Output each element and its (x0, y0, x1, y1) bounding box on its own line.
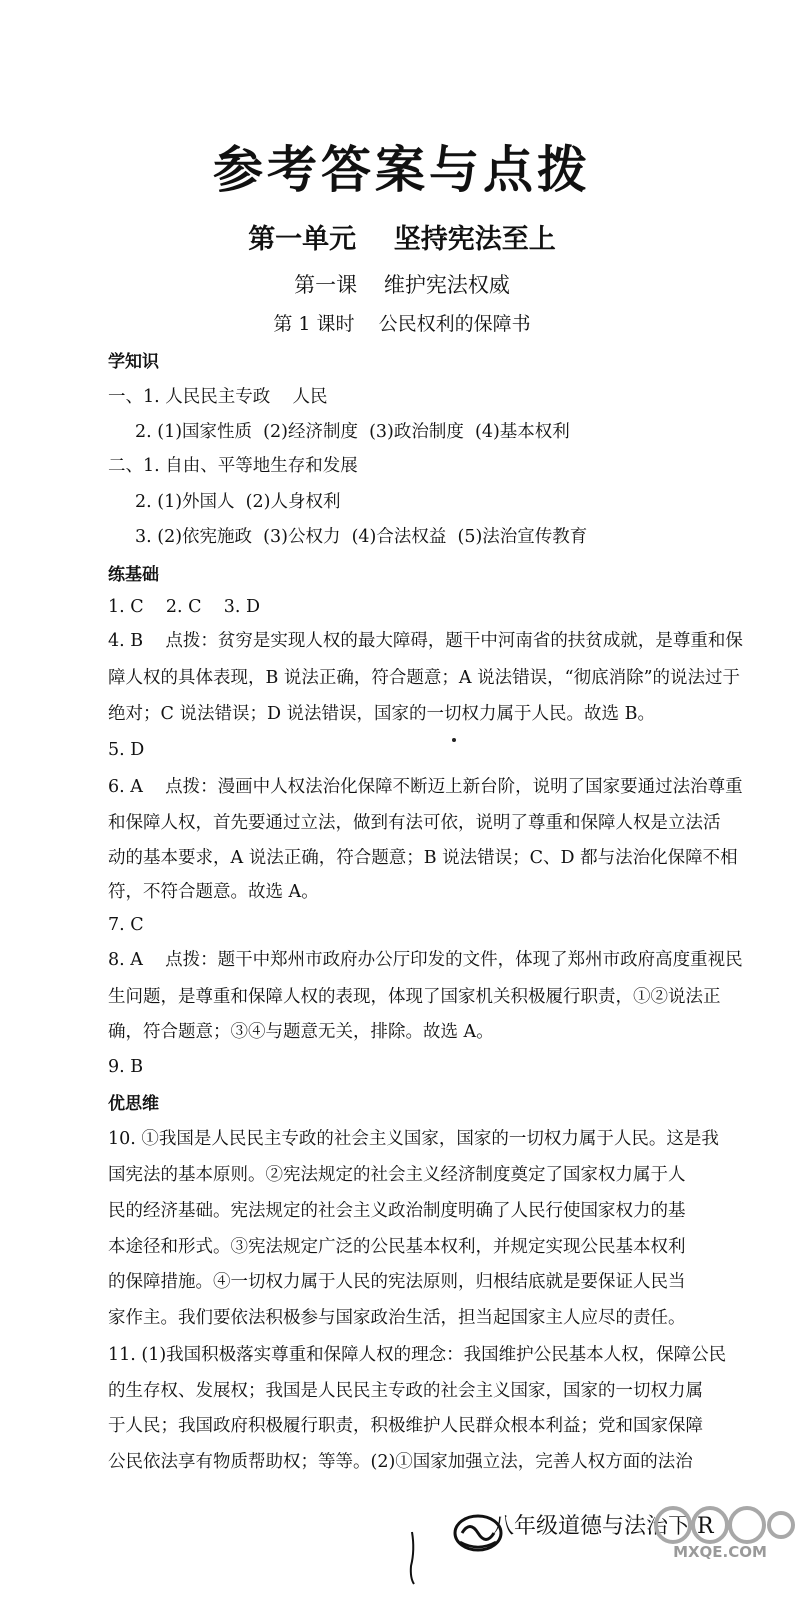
answer-line: 和保障人权，首先要通过立法，做到有法可依，说明了尊重和保障人权是立法活 (108, 813, 721, 833)
answer-line: 9. B (108, 1057, 144, 1077)
answer-line: 11. (1)我国积极落实尊重和保障人权的理念：我国维护公民基本人权，保障公民 (108, 1345, 727, 1365)
page-title: 参考答案与点拨 (213, 140, 591, 199)
answer-line: 障人权的具体表现，B 说法正确，符合题意；A 说法错误，“彻底消除”的说法过于 (108, 668, 741, 688)
lesson-heading: 第一课 维护宪法权威 (294, 273, 510, 297)
ink-dot (452, 738, 456, 742)
answer-line: 2. (1)国家性质 (2)经济制度 (3)政治制度 (4)基本权利 (135, 422, 570, 442)
unit-heading: 第一单元 坚持宪法至上 (248, 224, 556, 255)
answer-line: 家作主。我们要依法积极参与国家政治生活，担当起国家主人应尽的责任。 (108, 1308, 686, 1328)
answer-line: 动的基本要求，A 说法正确，符合题意；B 说法错误；C、D 都与法治化保障不相 (108, 848, 738, 868)
section-heading-basics: 练基础 (108, 565, 159, 585)
section-heading-learn: 学知识 (108, 352, 159, 372)
answer-line: 绝对；C 说法错误；D 说法错误，国家的一切权力属于人民。故选 B。 (108, 704, 655, 724)
answer-line: 本途径和形式。③宪法规定广泛的公民基本权利，并规定实现公民基本权利 (108, 1237, 686, 1257)
answer-line: 3. (2)依宪施政 (3)公权力 (4)合法权益 (5)法治宣传教育 (135, 527, 588, 547)
answer-line: 二、1. 自由、平等地生存和发展 (108, 456, 358, 476)
pen-stroke-icon (408, 1530, 418, 1586)
answer-line: 1. C 2. C 3. D (108, 597, 261, 617)
answer-line: 确，符合题意；③④与题意无关，排除。故选 A。 (108, 1022, 494, 1042)
answer-line: 生问题，是尊重和保障人权的表现，体现了国家机关积极履行职责，①②说法正 (108, 987, 721, 1007)
answer-line: 5. D (108, 740, 145, 760)
section-heading-thinking: 优思维 (108, 1094, 159, 1114)
answer-line: 民的经济基础。宪法规定的社会主义政治制度明确了人民行使国家权力的基 (108, 1201, 686, 1221)
answer-line: 4. B 点拨：贫穷是实现人权的最大障碍，题干中河南省的扶贫成就，是尊重和保 (108, 631, 743, 651)
answer-line: 的保障措施。④一切权力属于人民的宪法原则，归根结底就是要保证人民当 (108, 1272, 686, 1292)
period-heading: 第 1 课时 公民权利的保障书 (273, 313, 531, 335)
answer-line: 8. A 点拨：题干中郑州市政府办公厅印发的文件，体现了郑州市政府高度重视民 (108, 950, 743, 970)
answer-line: 公民依法享有物质帮助权；等等。(2)①国家加强立法，完善人权方面的法治 (108, 1452, 693, 1472)
watermark-text: MXQE.COM (673, 1543, 767, 1561)
answer-line: 符，不符合题意。故选 A。 (108, 882, 319, 902)
answer-line: 10. ①我国是人民民主专政的社会主义国家，国家的一切权力属于人民。这是我 (108, 1129, 719, 1149)
answer-line: 国宪法的基本原则。②宪法规定的社会主义经济制度奠定了国家权力属于人 (108, 1165, 686, 1185)
watermark-logo-icon (645, 1505, 795, 1565)
answer-line: 6. A 点拨：漫画中人权法治化保障不断迈上新台阶，说明了国家要通过法治尊重 (108, 777, 743, 797)
answer-line: 7. C (108, 915, 144, 935)
footer-label: 八年级道德与法治下·R (492, 1514, 714, 1539)
answer-line: 的生存权、发展权；我国是人民民主专政的社会主义国家，国家的一切权力属 (108, 1381, 703, 1401)
answer-line: 一、1. 人民民主专政 人民 (108, 387, 328, 407)
answer-line: 于人民；我国政府积极履行职责，积极维护人民群众根本利益；党和国家保障 (108, 1416, 703, 1436)
answer-line: 2. (1)外国人 (2)人身权利 (135, 492, 341, 512)
